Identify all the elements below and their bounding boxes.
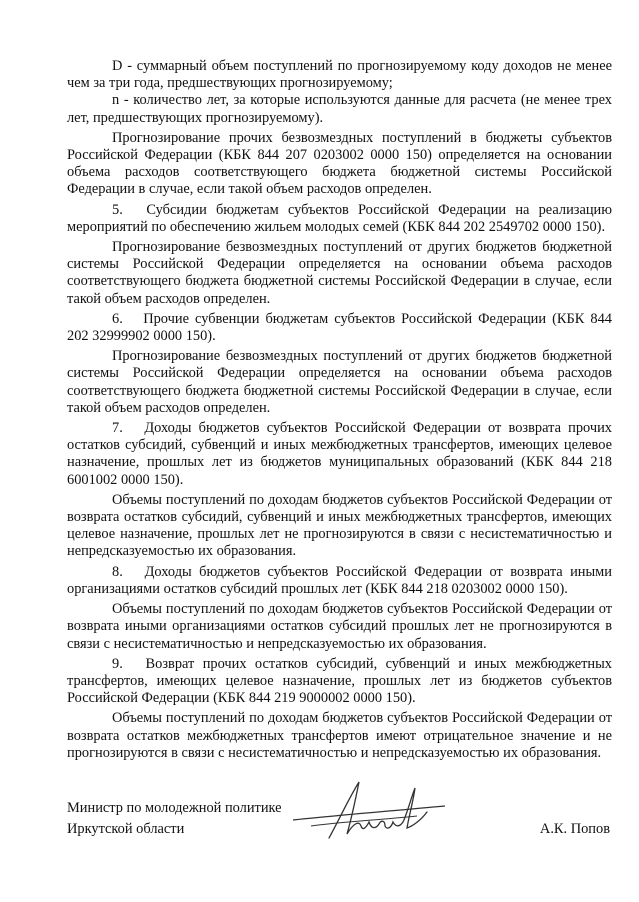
signatory-position-line1: Министр по молодежной политике bbox=[67, 800, 282, 816]
paragraph-item-7: 7. Доходы бюджетов субъектов Российской Федерации от возврата прочих остатков субсидий, субвенций и иных межбюджетных трансфертов, имеющих целевое назначение, прошлых лет из бюджетов муниципальных образований (КБК 844 218 6001002 0000 150). bbox=[67, 420, 612, 488]
paragraph-d-definition: D - суммарный объем поступлений по прогнозируемому коду доходов не менее чем за три года, предшествующих прогнозируемому; bbox=[67, 58, 612, 92]
paragraph-item-8-forecast: Объемы поступлений по доходам бюджетов субъектов Российской Федерации от возврата иными организациями остатков субсидий прошлых лет не прогнозируются в связи с несистематичностью и непредсказуемостью их образования. bbox=[67, 601, 612, 652]
paragraph-n-definition: n - количество лет, за которые используются данные для расчета (не менее трех лет, предшествующих прогнозируемому). bbox=[67, 92, 612, 126]
paragraph-item-9: 9. Возврат прочих остатков субсидий, субвенций и иных межбюджетных трансфертов, имеющих целевое назначение, прошлых лет из бюджетов субъектов Российской Федерации (КБК 844 219 9000002 0000 150). bbox=[67, 655, 612, 707]
handwritten-signature bbox=[289, 776, 449, 848]
paragraph-item-9-forecast: Объемы поступлений по доходам бюджетов субъектов Российской Федерации от возврата остатков межбюджетных трансфертов имеют отрицательное значение и не прогнозируются в связи с несистематичностью и непредсказуемостью их образования. bbox=[67, 710, 612, 761]
signatory-position-line2: Иркутской области bbox=[67, 821, 185, 837]
paragraph-item-6-forecast: Прогнозирование безвозмездных поступлений от других бюджетов бюджетной системы Российской Федерации определяется на основании объема расходов соответствующего бюджета бюджетной системы Российской Федерации в случае, если такой объем расходов определен. bbox=[67, 348, 612, 416]
paragraph-item-5-forecast: Прогнозирование безвозмездных поступлений от других бюджетов бюджетной системы Российской Федерации определяется на основании объема расходов соответствующего бюджета бюджетной системы Российской Федерации в случае, если такой объем расходов определен. bbox=[67, 239, 612, 307]
document-body bbox=[67, 58, 612, 762]
signatory-name: А.К. Попов bbox=[539, 821, 610, 837]
paragraph-other-gratuitous: Прогнозирование прочих безвозмездных поступлений в бюджеты субъектов Российской Федерации (КБК 844 207 0203002 0000 150) определяется на основании объема расходов соответствующего бюджета бюджетной системы Российской Федерации в случае, если такой объем расходов определен. bbox=[67, 129, 612, 198]
paragraph-item-5: 5. Субсидии бюджетам субъектов Российской Федерации на реализацию мероприятий по обеспечению жильем молодых семей (КБК 844 202 2549702 0000 150). bbox=[67, 201, 612, 235]
paragraph-item-7-forecast: Объемы поступлений по доходам бюджетов субъектов Российской Федерации от возврата остатков субсидий, субвенций и иных межбюджетных трансфертов, имеющих целевое назначение, прошлых лет не прогнозируются в связи с несистематичностью и непредсказуемостью их образования. bbox=[67, 491, 612, 560]
signature-block bbox=[67, 800, 612, 850]
paragraph-item-8: 8. Доходы бюджетов субъектов Российской Федерации от возврата иными организациями остатков субсидий прошлых лет (КБК 844 218 0203002 0000 150). bbox=[67, 563, 612, 597]
paragraph-item-6: 6. Прочие субвенции бюджетам субъектов Российской Федерации (КБК 844 202 32999902 0000 150). bbox=[67, 310, 612, 345]
